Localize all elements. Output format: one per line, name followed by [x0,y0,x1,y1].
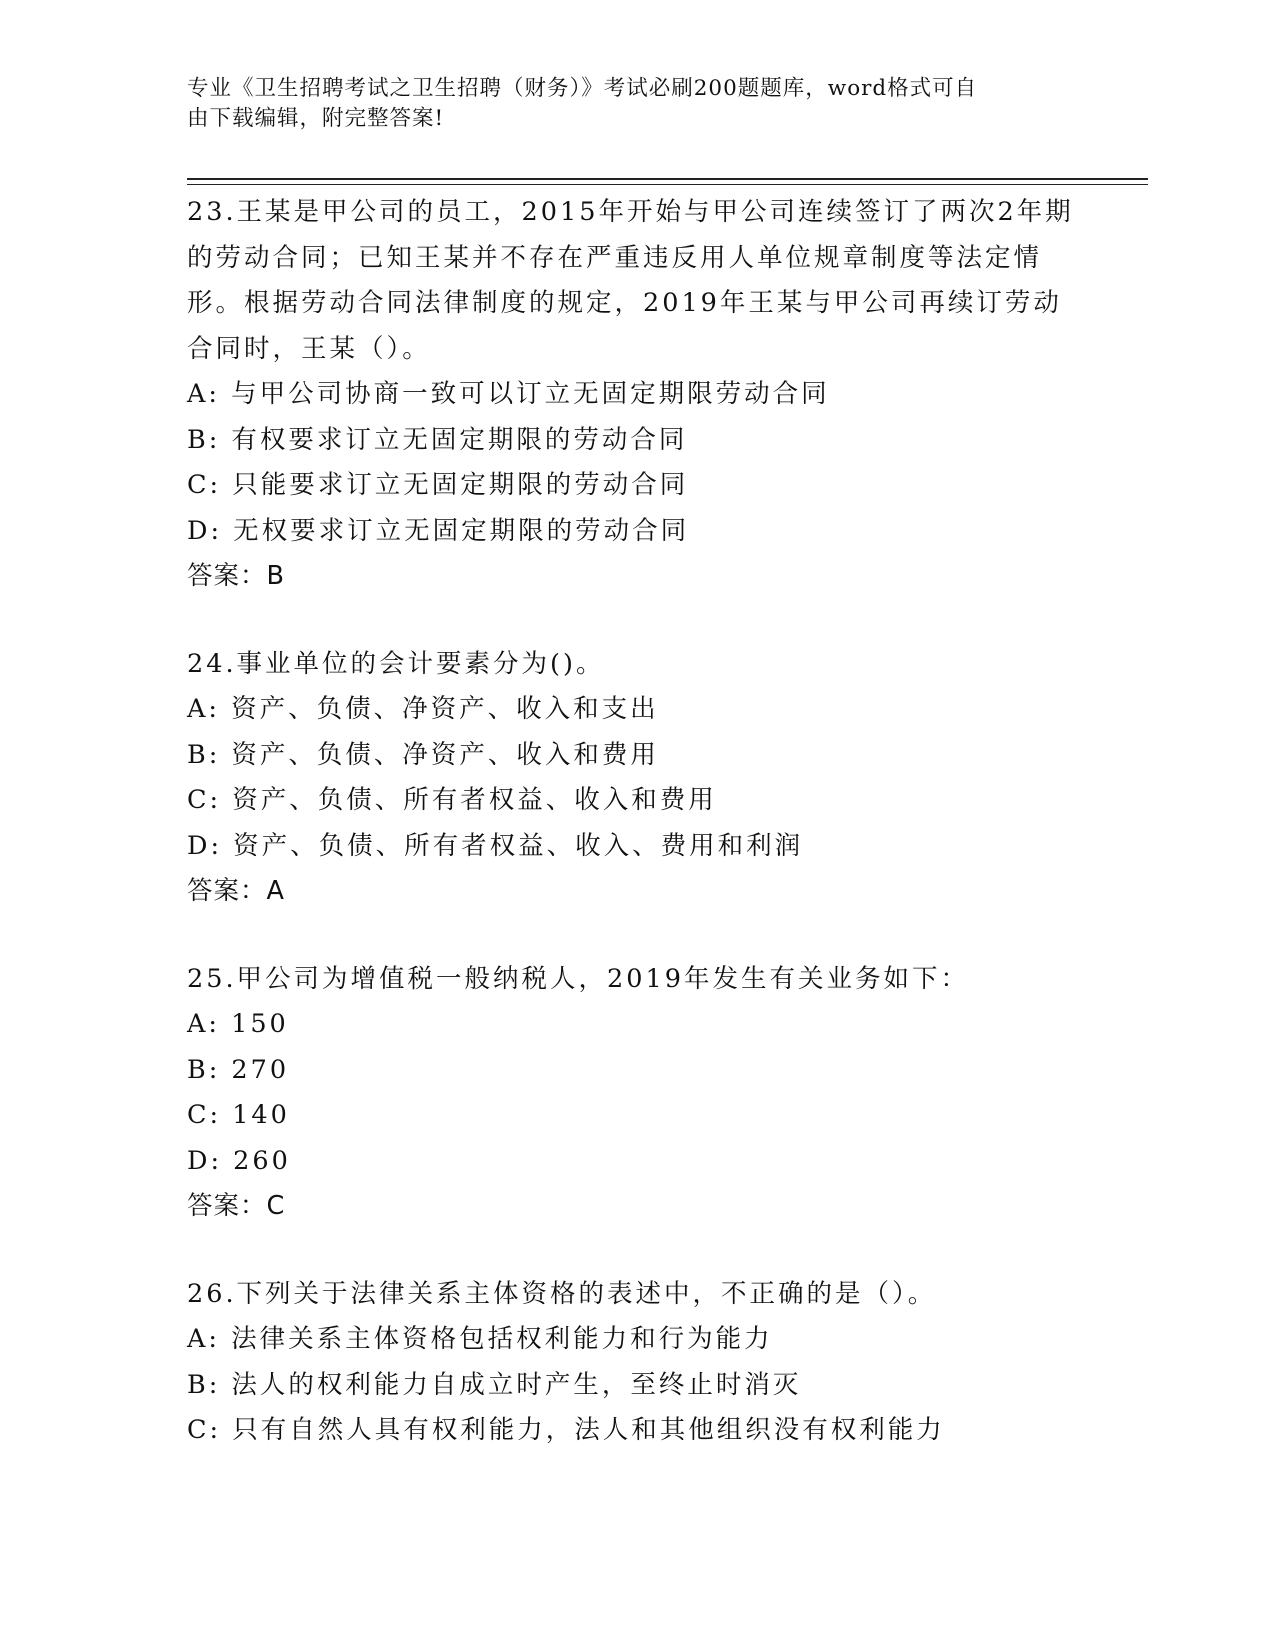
option-a: A: 资产、负债、净资产、收入和支出 [187,694,659,724]
option-b: B: 资产、负债、净资产、收入和费用 [187,739,659,770]
answer-line: 答案：A [187,876,285,906]
option-d: D: 260 [187,1145,291,1176]
option-c: C: 资产、负债、所有者权益、收入和费用 [187,785,717,815]
question-stem-line: 合同时，王某（）。 [187,333,431,364]
answer-line: 答案：B [187,561,285,591]
option-a: A: 法律关系主体资格包括权利能力和行为能力 [187,1324,773,1354]
question-26 [187,1272,1087,1454]
question-stem-line: 25.甲公司为增值税一般纳税人，2019年发生有关业务如下： [187,963,969,994]
option-d: D: 无权要求订立无固定期限的劳动合同 [187,515,690,546]
header-line-1: 专业《卫生招聘考试之卫生招聘（财务）》考试必刷200题题库，word格式可自 [187,76,978,101]
question-25 [187,957,1087,1230]
question-stem-line: 26.下列关于法律关系主体资格的表述中，不正确的是（）。 [187,1278,937,1309]
question-23 [187,190,1087,600]
option-d: D: 资产、负债、所有者权益、收入、费用和利润 [187,830,804,861]
answer-line: 答案：C [187,1191,286,1221]
option-c: C: 140 [187,1100,290,1130]
option-a: A: 150 [187,1009,289,1039]
question-list [187,190,1087,1496]
option-b: B: 有权要求订立无固定期限的劳动合同 [187,424,688,455]
document-header [187,74,1087,134]
question-stem-line: 的劳动合同；已知王某并不存在严重违反用人单位规章制度等法定情 [187,242,1043,273]
header-divider-thick [187,178,1148,180]
option-c: C: 只有自然人具有权利能力，法人和其他组织没有权利能力 [187,1415,945,1445]
header-line-2: 由下载编辑，附完整答案! [187,106,445,131]
question-24 [187,642,1087,915]
option-c: C: 只能要求订立无固定期限的劳动合同 [187,470,689,500]
question-stem-line: 23.王某是甲公司的员工，2015年开始与甲公司连续签订了两次2年期 [187,197,1074,227]
option-b: B: 270 [187,1054,290,1085]
question-stem-line: 24.事业单位的会计要素分为()。 [187,648,605,679]
option-a: A: 与甲公司协商一致可以订立无固定期限劳动合同 [187,379,830,409]
option-b: B: 法人的权利能力自成立时产生，至终止时消灭 [187,1369,802,1400]
question-stem-line: 形。根据劳动合同法律制度的规定，2019年王某与甲公司再续订劳动 [187,288,1062,318]
header-divider-thin [187,184,1148,185]
